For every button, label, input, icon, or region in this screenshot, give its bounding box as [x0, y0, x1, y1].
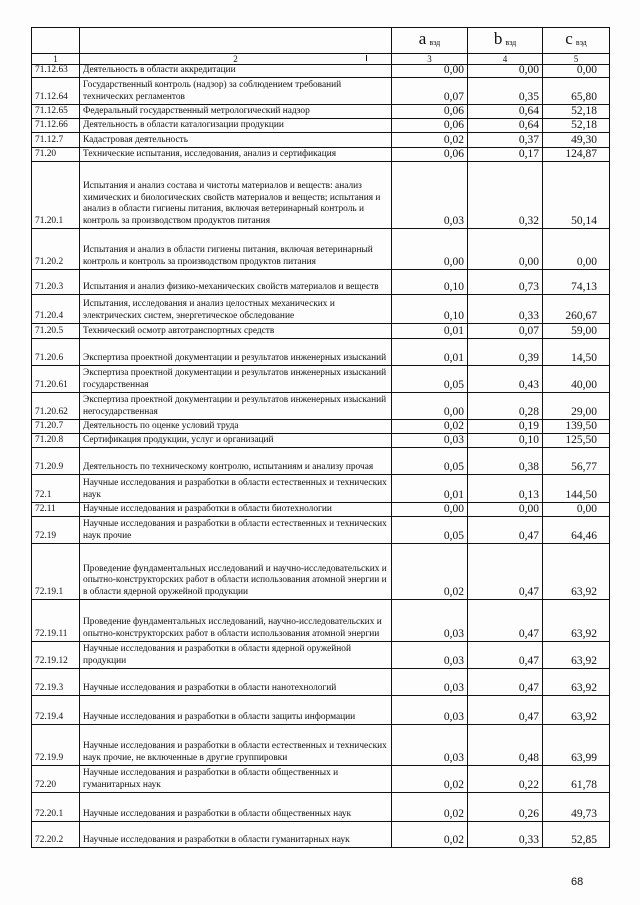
- row-value-c: 49,73: [543, 792, 610, 821]
- column-number-row: [32, 54, 610, 65]
- row-description: Научные исследования и разработки в области общественных и гуманитарных наук: [80, 765, 392, 792]
- row-description: Научные исследования и разработки в области естественных и технических наук: [80, 474, 392, 502]
- row-code: 71.20.4: [32, 294, 80, 323]
- row-value-a: 0,01: [392, 474, 468, 502]
- row-value-c: 144,50: [543, 474, 610, 502]
- row-code: 72.19.1: [32, 543, 80, 599]
- row-code: 71.20.1: [32, 161, 80, 228]
- table-row: [32, 792, 610, 821]
- table-row: [32, 419, 610, 433]
- table-row: [32, 65, 610, 78]
- row-value-a: 0,05: [392, 365, 468, 392]
- table-row: [32, 269, 610, 294]
- row-value-a: 0,01: [392, 323, 468, 338]
- row-value-c: 65,80: [543, 77, 610, 104]
- row-code: 71.12.64: [32, 77, 80, 104]
- row-value-c: 40,00: [543, 365, 610, 392]
- table-row: [32, 77, 610, 104]
- row-value-c: 52,85: [543, 821, 610, 847]
- row-value-b: 0,35: [468, 77, 543, 104]
- table-row: [32, 724, 610, 765]
- row-value-c: 139,50: [543, 419, 610, 433]
- row-code: 72.20: [32, 765, 80, 792]
- row-description: Научные исследования и разработки в области нанотехнологий: [80, 668, 392, 695]
- header-blank-code: [32, 28, 80, 54]
- column-number-1: 1: [32, 54, 80, 65]
- row-value-b: 0,47: [468, 668, 543, 695]
- row-value-a: 0,02: [392, 419, 468, 433]
- table-row: [32, 294, 610, 323]
- header-a-letter: a: [418, 29, 427, 49]
- row-value-a: 0,02: [392, 821, 468, 847]
- row-value-b: 0,37: [468, 132, 543, 147]
- row-value-b: 0,47: [468, 641, 543, 668]
- row-code: 72.1: [32, 474, 80, 502]
- table-row: [32, 228, 610, 269]
- row-value-a: 0,03: [392, 433, 468, 447]
- row-value-c: 63,92: [543, 543, 610, 599]
- row-description: Научные исследования и разработки в области биотехнологии: [80, 502, 392, 516]
- row-value-b: 0,43: [468, 365, 543, 392]
- row-code: 71.20.3: [32, 269, 80, 294]
- row-value-b: 0,64: [468, 118, 543, 132]
- row-code: 71.12.7: [32, 132, 80, 147]
- row-value-b: 0,33: [468, 294, 543, 323]
- row-value-c: 29,00: [543, 392, 610, 419]
- row-value-c: 0,00: [543, 502, 610, 516]
- row-code: 71.20.62: [32, 392, 80, 419]
- row-value-a: 0,00: [392, 228, 468, 269]
- header-row: [32, 28, 610, 54]
- row-value-a: 0,05: [392, 447, 468, 474]
- row-code: 71.12.63: [32, 65, 80, 78]
- table-row: [32, 433, 610, 447]
- row-value-a: 0,03: [392, 695, 468, 724]
- row-value-b: 0,47: [468, 695, 543, 724]
- row-code: 71.12.66: [32, 118, 80, 132]
- row-value-c: 14,50: [543, 338, 610, 365]
- row-description: Сертификация продукции, услуг и организаций: [80, 433, 392, 447]
- row-value-c: 74,13: [543, 269, 610, 294]
- table-row: [32, 338, 610, 365]
- row-code: 72.19.4: [32, 695, 80, 724]
- table-body: [32, 28, 610, 848]
- row-value-b: 0,28: [468, 392, 543, 419]
- row-code: 72.20.2: [32, 821, 80, 847]
- row-description: Испытания, исследования и анализ целостных механических и электрических систем, энергетическое обследование: [80, 294, 392, 323]
- row-value-a: 0,02: [392, 765, 468, 792]
- row-value-c: 50,14: [543, 161, 610, 228]
- header-b: [468, 28, 543, 54]
- row-value-a: 0,00: [392, 502, 468, 516]
- row-description: Технические испытания, исследования, анализ и сертификация: [80, 147, 392, 161]
- row-value-a: 0,02: [392, 792, 468, 821]
- row-code: 71.20.9: [32, 447, 80, 474]
- row-description: Деятельность в области аккредитации: [80, 65, 392, 78]
- row-code: 72.11: [32, 502, 80, 516]
- row-description: Научные исследования и разработки в области ядерной оружейной продукции: [80, 641, 392, 668]
- row-value-c: 56,77: [543, 447, 610, 474]
- header-a: [392, 28, 468, 54]
- row-value-b: 0,47: [468, 599, 543, 641]
- table-row: [32, 543, 610, 599]
- column-number-3: 3: [392, 54, 468, 65]
- row-value-b: 0,19: [468, 419, 543, 433]
- coefficients-table: [31, 27, 610, 848]
- row-value-b: 0,10: [468, 433, 543, 447]
- row-description: Научные исследования и разработки в области общественных наук: [80, 792, 392, 821]
- table-row: [32, 147, 610, 161]
- header-c-sub: вэд: [575, 38, 587, 48]
- row-value-a: 0,10: [392, 294, 468, 323]
- table-row: [32, 516, 610, 543]
- row-value-a: 0,01: [392, 338, 468, 365]
- table-row: [32, 821, 610, 847]
- row-code: 72.20.1: [32, 792, 80, 821]
- row-description: Экспертиза проектной документации и результатов инженерных изысканий негосударственная: [80, 392, 392, 419]
- row-description: Испытания и анализ состава и чистоты материалов и веществ: анализ химических и биологических свойств материалов и веществ; испытания и анализ в области гигиены питания, включая ветеринарный контроль и контроль за производством продуктов питания: [80, 161, 392, 228]
- row-value-b: 0,32: [468, 161, 543, 228]
- row-value-b: 0,48: [468, 724, 543, 765]
- row-code: 71.20.2: [32, 228, 80, 269]
- header-c-letter: c: [565, 29, 573, 49]
- row-description: Экспертиза проектной документации и результатов инженерных изысканий государственная: [80, 365, 392, 392]
- row-value-b: 0,64: [468, 104, 543, 118]
- row-description: Деятельность по оценке условий труда: [80, 419, 392, 433]
- row-value-c: 125,50: [543, 433, 610, 447]
- row-value-b: 0,73: [468, 269, 543, 294]
- row-value-c: 63,92: [543, 599, 610, 641]
- header-blank-desc: [80, 28, 392, 54]
- table-row: [32, 474, 610, 502]
- row-description: Научные исследования и разработки в области естественных и технических наук прочие: [80, 516, 392, 543]
- table-row: [32, 365, 610, 392]
- row-description: Деятельность в области каталогизации продукции: [80, 118, 392, 132]
- row-description: Научные исследования и разработки в области гуманитарных наук: [80, 821, 392, 847]
- row-value-c: 63,92: [543, 668, 610, 695]
- row-value-a: 0,07: [392, 77, 468, 104]
- row-code: 72.19.3: [32, 668, 80, 695]
- table-row: [32, 668, 610, 695]
- row-description: Экспертиза проектной документации и результатов инженерных изысканий: [80, 338, 392, 365]
- row-code: 71.20: [32, 147, 80, 161]
- row-value-c: 124,87: [543, 147, 610, 161]
- row-value-b: 0,47: [468, 516, 543, 543]
- table-row: [32, 447, 610, 474]
- row-value-a: 0,05: [392, 516, 468, 543]
- row-value-b: 0,00: [468, 65, 543, 78]
- table-row: [32, 104, 610, 118]
- row-description: Проведение фундаментальных исследований, научно-исследовательских и опытно-конструкторских работ в области использования атомной энергии: [80, 599, 392, 641]
- row-description: Федеральный государственный метрологический надзор: [80, 104, 392, 118]
- row-description: Испытания и анализ в области гигиены питания, включая ветеринарный контроль и контроль за производством продуктов питания: [80, 228, 392, 269]
- row-description: Научные исследования и разработки в области естественных и технических наук прочие, не включенные в другие группировки: [80, 724, 392, 765]
- header-c: [543, 28, 610, 54]
- table-row: [32, 599, 610, 641]
- row-code: 71.12.65: [32, 104, 80, 118]
- row-value-c: 64,46: [543, 516, 610, 543]
- row-description: Государственный контроль (надзор) за соблюдением требований технических регламентов: [80, 77, 392, 104]
- row-value-b: 0,38: [468, 447, 543, 474]
- row-value-a: 0,00: [392, 392, 468, 419]
- row-value-c: 260,67: [543, 294, 610, 323]
- row-value-b: 0,00: [468, 228, 543, 269]
- row-description: Технический осмотр автотранспортных средств: [80, 323, 392, 338]
- row-description: Проведение фундаментальных исследований и научно-исследовательских и опытно-конструкторских работ в области использования атомной энергии и в области ядерной оружейной продукции: [80, 543, 392, 599]
- row-code: 71.20.7: [32, 419, 80, 433]
- scan-mark: [366, 55, 367, 61]
- row-code: 72.19.11: [32, 599, 80, 641]
- row-value-a: 0,00: [392, 65, 468, 78]
- column-number-2: 2: [80, 54, 392, 65]
- column-number-4: 4: [468, 54, 543, 65]
- table-row: [32, 695, 610, 724]
- row-value-b: 0,22: [468, 765, 543, 792]
- table-row: [32, 118, 610, 132]
- row-value-b: 0,17: [468, 147, 543, 161]
- row-code: 72.19.12: [32, 641, 80, 668]
- row-value-a: 0,03: [392, 641, 468, 668]
- row-value-b: 0,13: [468, 474, 543, 502]
- header-b-letter: b: [493, 29, 503, 49]
- row-value-a: 0,06: [392, 147, 468, 161]
- row-value-b: 0,26: [468, 792, 543, 821]
- table-row: [32, 765, 610, 792]
- row-value-c: 49,30: [543, 132, 610, 147]
- row-code: 71.20.5: [32, 323, 80, 338]
- row-code: 71.20.8: [32, 433, 80, 447]
- row-value-b: 0,47: [468, 543, 543, 599]
- row-value-a: 0,03: [392, 161, 468, 228]
- table-row: [32, 323, 610, 338]
- row-value-c: 0,00: [543, 65, 610, 78]
- table-row: [32, 502, 610, 516]
- row-description: Деятельность по техническому контролю, испытаниям и анализу прочая: [80, 447, 392, 474]
- page-number: 68: [571, 876, 584, 888]
- row-value-c: 52,18: [543, 104, 610, 118]
- row-code: 71.20.61: [32, 365, 80, 392]
- table-row: [32, 392, 610, 419]
- row-code: 72.19.9: [32, 724, 80, 765]
- row-value-c: 52,18: [543, 118, 610, 132]
- row-code: 72.19: [32, 516, 80, 543]
- row-description: Испытания и анализ физико-механических свойств материалов и веществ: [80, 269, 392, 294]
- table-row: [32, 132, 610, 147]
- column-number-5: 5: [543, 54, 610, 65]
- header-a-sub: вэд: [429, 38, 441, 48]
- row-value-c: 0,00: [543, 228, 610, 269]
- header-b-sub: вэд: [505, 38, 517, 48]
- row-value-a: 0,06: [392, 104, 468, 118]
- row-value-c: 63,99: [543, 724, 610, 765]
- row-value-b: 0,07: [468, 323, 543, 338]
- row-value-b: 0,39: [468, 338, 543, 365]
- row-value-b: 0,00: [468, 502, 543, 516]
- row-value-a: 0,02: [392, 543, 468, 599]
- table-row: [32, 161, 610, 228]
- row-value-c: 63,92: [543, 695, 610, 724]
- row-value-b: 0,33: [468, 821, 543, 847]
- row-code: 71.20.6: [32, 338, 80, 365]
- row-value-a: 0,03: [392, 599, 468, 641]
- row-value-a: 0,02: [392, 132, 468, 147]
- row-value-c: 59,00: [543, 323, 610, 338]
- row-value-a: 0,10: [392, 269, 468, 294]
- row-value-c: 61,78: [543, 765, 610, 792]
- table-row: [32, 641, 610, 668]
- row-value-a: 0,03: [392, 724, 468, 765]
- row-description: Кадастровая деятельность: [80, 132, 392, 147]
- row-description: Научные исследования и разработки в области защиты информации: [80, 695, 392, 724]
- row-value-c: 63,92: [543, 641, 610, 668]
- row-value-a: 0,03: [392, 668, 468, 695]
- row-value-a: 0,06: [392, 118, 468, 132]
